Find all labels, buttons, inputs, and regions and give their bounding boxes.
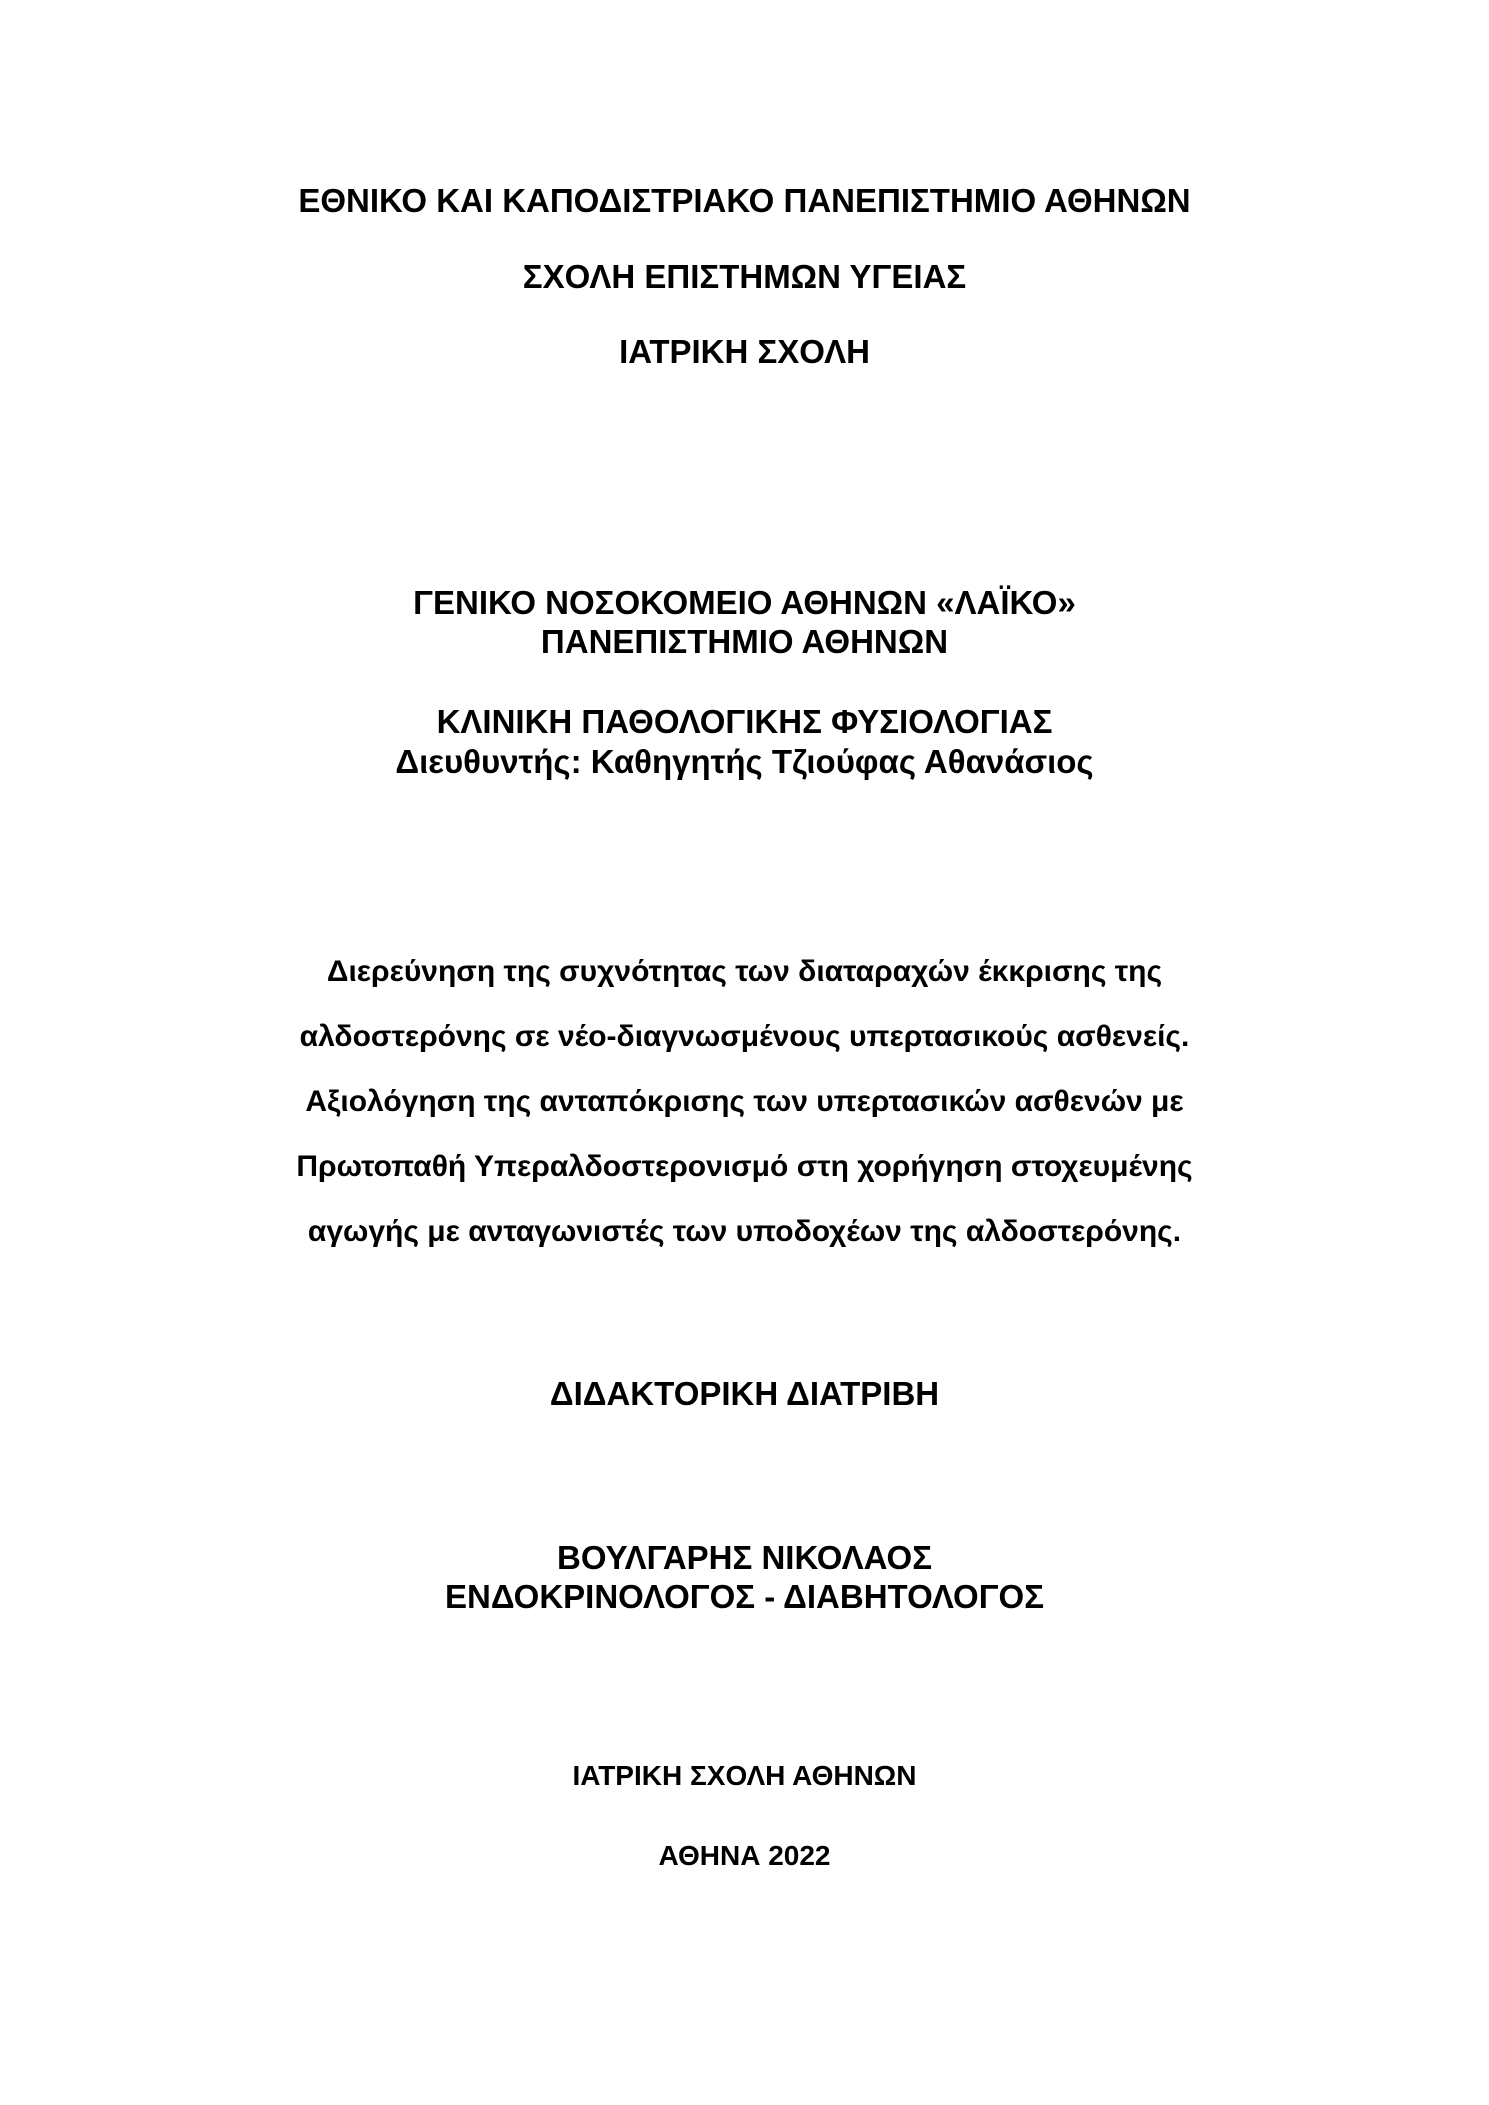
author-specialty: ΕΝΔΟΚΡΙΝΟΛΟΓΟΣ - ΔΙΑΒΗΤΟΛΟΓΟΣ (445, 1578, 1044, 1615)
clinic-name: ΚΛΙΝΙΚΗ ΠΑΘΟΛΟΓΙΚΗΣ ΦΥΣΙΟΛΟΓΙΑΣ (436, 703, 1053, 740)
thesis-title-line: αγωγής με ανταγωνιστές των υποδοχέων της αλδοστερόνης. (307, 1215, 1182, 1248)
school-name: ΣΧΟΛΗ ΕΠΙΣΤΗΜΩΝ ΥΓΕΙΑΣ (522, 258, 967, 295)
thesis-title-line: Πρωτοπαθή Υπεραλδοστερονισμό στη χορήγηση στοχευμένης (296, 1150, 1193, 1183)
hospital-affiliation: ΠΑΝΕΠΙΣΤΗΜΙΟ ΑΘΗΝΩΝ (540, 623, 949, 660)
hospital-name: ΓΕΝΙΚΟ ΝΟΣΟΚΟΜΕΙΟ ΑΘΗΝΩΝ «ΛΑΪΚΟ» (413, 584, 1076, 621)
thesis-title-line: αλδοστερόνης σε νέο-διαγνωσμένους υπερτασικούς ασθενείς. (299, 1020, 1190, 1053)
university-name: ΕΘΝΙΚΟ ΚΑΙ ΚΑΠΟΔΙΣΤΡΙΑΚΟ ΠΑΝΕΠΙΣΤΗΜΙΟ ΑΘΗΝΩΝ (298, 182, 1191, 219)
footer-institution: ΙΑΤΡΙΚΗ ΣΧΟΛΗ ΑΘΗΝΩΝ (572, 1760, 917, 1791)
thesis-title-line: Αξιολόγηση της ανταπόκρισης των υπερτασικών ασθενών με (305, 1085, 1184, 1118)
faculty-name: ΙΑΤΡΙΚΗ ΣΧΟΛΗ (619, 333, 870, 370)
document-type: ΔΙΔΑΚΤΟΡΙΚΗ ΔΙΑΤΡΙΒΗ (549, 1375, 940, 1412)
thesis-title-line: Διερεύνηση της συχνότητας των διαταραχών έκκρισης της (326, 955, 1163, 988)
author-name: ΒΟΥΛΓΑΡΗΣ ΝΙΚΟΛΑΟΣ (556, 1539, 933, 1576)
footer-place-year: ΑΘΗΝΑ 2022 (658, 1840, 831, 1871)
clinic-director: Διευθυντής: Καθηγητής Τζιούφας Αθανάσιος (395, 743, 1094, 780)
